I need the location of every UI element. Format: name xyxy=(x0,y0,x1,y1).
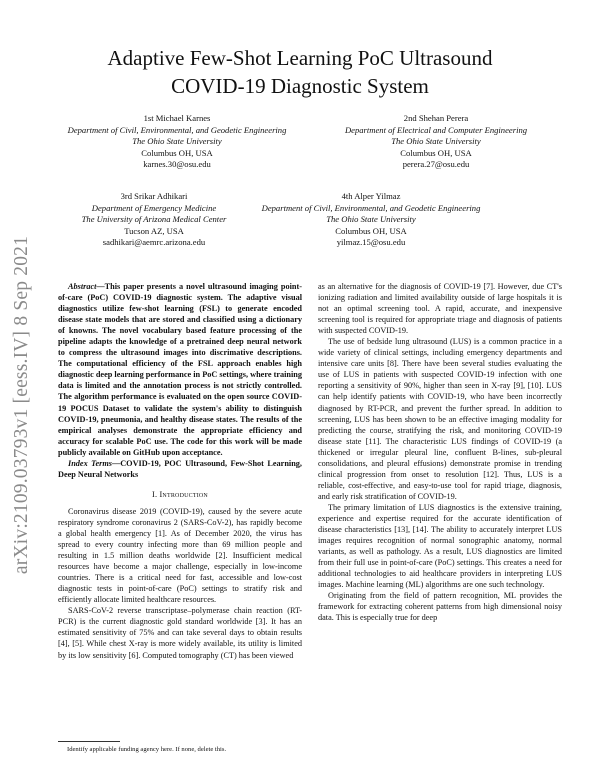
author-org: The University of Arizona Medical Center xyxy=(81,214,227,225)
abstract-text: —This paper presents a novel ultrasound imaging point-of-care (PoC) COVID-19 diagnostic system. The adaptive visual diagnostics utilize few-shot learning (FSL) to generate encoded disease state models that are stored and classified using a dictionary of knowns. The novel vocabulary based feature processing of the pipeline adapts the knowledge of a pretrained deep neural network to compress the ultrasound images into discrimative descriptions. The computational efficiency of the FSL approach enables high diagnostic deep learning performance in PoC settings, where training data is limited and the annotation process is not strictly controlled. The algorithm performance is evaluated on the open source COVID-19 POCUS Dataset to validate the system's ability to distinguish COVID-19, pneumonia, and healthy disease states. The results of the empirical analyses demonstrate the appropriate efficiency and accuracy for scalable PoC use. The code for this work will be made publicly available on GitHub upon acceptance. xyxy=(58,282,302,457)
author-block-3 xyxy=(54,191,254,249)
right-column xyxy=(318,281,562,623)
author-block-4 xyxy=(246,191,496,249)
author-location: Tucson AZ, USA xyxy=(124,225,184,236)
body-paragraph: The primary limitation of LUS diagnostics is the extensive training, experience and expertise required for the accurate identification of disease characteristics [13], [14]. The ability to accurately interpret LUS images requires recognition of normal sonographic anatomy, normal variants, as well as pathology. As a result, LUS diagnostics are limited from their full use in point-of-care (PoC) settings. This creates a need for additional technologies to aid healthcare providers in interpreting LUS images. Machine learning (ML) algorithms are one such technology. xyxy=(318,502,562,590)
arxiv-id: arXiv:2109.03793v1 [eess.IV] 8 Sep 2021 xyxy=(11,235,32,575)
author-location: Columbus OH, USA xyxy=(400,147,472,158)
body-paragraph: The use of bedside lung ultrasound (LUS) is a common practice in a wide variety of clinical settings, including emergency departments and intensive care units [8]. There have been several studies evaluating the use of LUS in patients with suspected COVID-19 infection with one reporting a sensitivity of 90%, higher than seen in X-ray [9], [10]. LUS can help identify patients with COVID-19, who have been incorrectly diagnosed by RT-PCR, and prevent the further spread. In addition to screening, LUS has been shown to be an effective imaging modality for predicting the course, stratifying the risk, and monitoring COVID-19 disease state [11]. The characteristic LUS findings of COVID-19 (a thickened or irregular pleural line, confluent B-lines, sub-pleural consolidations, and pleural effusions) demonstrate promise in trending clinical progression from onset to resolution [12]. Thus, LUS is a reliable, cost-effective, and easy-to-use tool for rapid triage, diagnosis, and early risk stratification of COVID-19. xyxy=(318,337,562,501)
author-name: 4th Alper Yilmaz xyxy=(341,191,401,201)
author-name: 2nd Shehan Perera xyxy=(403,113,469,123)
left-column xyxy=(58,281,302,661)
index-terms xyxy=(58,458,302,480)
paper-title-line-2: COVID-19 Diagnostic System xyxy=(171,74,429,98)
author-email: perera.27@osu.edu xyxy=(402,159,470,170)
author-email: sadhikari@aemrc.arizona.edu xyxy=(102,237,206,248)
author-location: Columbus OH, USA xyxy=(335,225,407,236)
arxiv-stamp xyxy=(2,150,42,660)
author-block-2 xyxy=(318,113,554,171)
author-name: 1st Michael Karnes xyxy=(143,113,211,123)
author-email: yilmaz.15@osu.edu xyxy=(336,237,406,248)
paper-title-line-1: Adaptive Few-Shot Learning PoC Ultrasound xyxy=(107,46,493,70)
body-paragraph: Coronavirus disease 2019 (COVID-19), caused by the severe acute respiratory syndrome coronavirus 2 (SARS-CoV-2), has rapidly become a global health emergency [1]. As of December 2020, the virus has spread to every country infecting more than 69 million people and resulting in 1.5 million deaths worldwide [2]. Insufficient medical resources have become a major challenge, especially in low-income countries. There is a critical need for fast, accessible and low-cost diagnostic tests in point-of-care (PoC) settings to stratify risk and efficiently allocate limited healthcare resources. xyxy=(58,506,302,605)
abstract-label: Abstract xyxy=(68,282,97,291)
index-terms-label: Index Terms xyxy=(68,458,112,468)
author-org: The Ohio State University xyxy=(326,214,416,225)
footnote: Identify applicable funding agency here. If none, delete this. xyxy=(67,746,227,753)
author-affiliation: Department of Electrical and Computer Engineering xyxy=(344,124,528,135)
author-affiliation: Department of Civil, Environmental, and Geodetic Engineering xyxy=(261,202,481,213)
author-name: 3rd Srikar Adhikari xyxy=(120,191,188,201)
footnote-rule xyxy=(58,741,120,742)
author-affiliation: Department of Civil, Environmental, and Geodetic Engineering xyxy=(67,124,287,135)
author-affiliation: Department of Emergency Medicine xyxy=(91,202,217,213)
body-paragraph: as an alternative for the diagnosis of COVID-19 [7]. However, due CT's ionizing radiation and limited availability outside of large hospitals it is not an optimal screening tool. A rapid, accurate, and inexpensive screening tool is required for appropriate triage and diagnosis of patients with suspected COVID-19. xyxy=(318,282,562,336)
author-org: The Ohio State University xyxy=(132,136,222,147)
body-paragraph: Originating from the field of pattern recognition, ML provides the framework for extracting coherent patterns from high dimensional noisy data. This is especially true for deep xyxy=(318,591,562,623)
body-paragraph: SARS-CoV-2 reverse transcriptase–polymerase chain reaction (RT-PCR) is the current diagnostic gold standard worldwide [3]. It has an estimated sensitivity of 75% and can take several days to obtain results [4], [5]. While chest X-ray is more widely available, its utility is limited by its low sensitivity [6]. Computed tomography (CT) has been viewed xyxy=(58,606,302,660)
author-email: karnes.30@osu.edu xyxy=(143,159,211,170)
index-terms-text: —COVID-19, POC Ultrasound, Few-Shot Learning, Deep Neural Networks xyxy=(58,458,302,479)
section-heading-introduction: I. Introduction xyxy=(152,489,208,499)
author-location: Columbus OH, USA xyxy=(141,147,213,158)
author-org: The Ohio State University xyxy=(391,136,481,147)
abstract xyxy=(58,281,302,458)
author-block-1 xyxy=(52,113,302,171)
